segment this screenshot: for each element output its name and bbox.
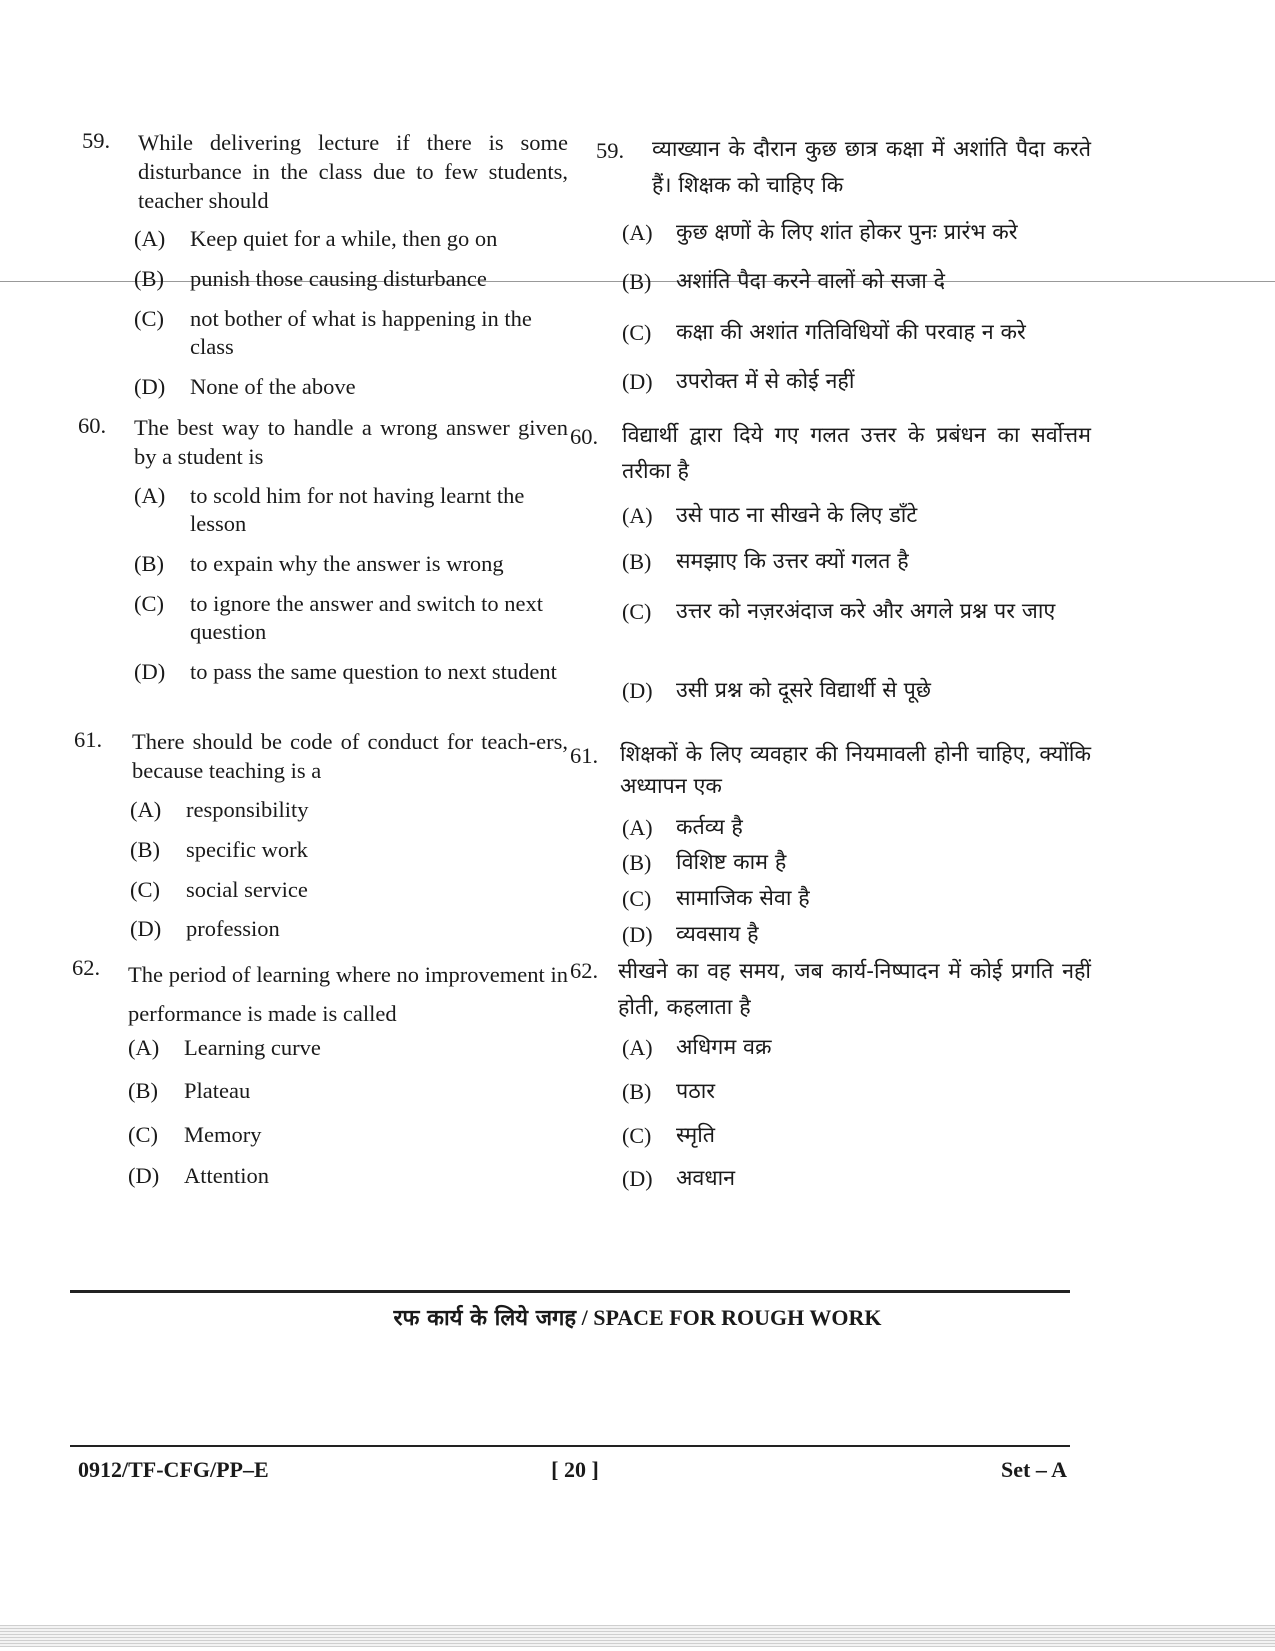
option-letter: (D) bbox=[622, 369, 653, 394]
option-text: कक्षा की अशांत गतिविधियों की परवाह न करे bbox=[676, 320, 1026, 345]
option-text: to ignore the answer and switch to next question bbox=[190, 591, 544, 644]
option-text: समझाए कि उत्तर क्यों गलत है bbox=[676, 549, 909, 574]
option-text: not bother of what is happening in the class bbox=[190, 306, 532, 359]
option-text: अशांति पैदा करने वालों को सजा दे bbox=[676, 269, 946, 294]
option-text: social service bbox=[186, 877, 308, 902]
option-letter: (C) bbox=[622, 320, 652, 345]
option-letter: (C) bbox=[622, 599, 652, 624]
option-text: Memory bbox=[184, 1122, 262, 1147]
option-letter: (A) bbox=[622, 220, 653, 245]
question-text: The period of learning where no improvement in performance is made is called bbox=[128, 962, 568, 1026]
option-text: Attention bbox=[184, 1163, 269, 1188]
footer-rule bbox=[70, 1445, 1070, 1447]
option-letter: (C) bbox=[130, 877, 160, 902]
footer-set: Set – A bbox=[1001, 1457, 1067, 1482]
option-text: profession bbox=[186, 916, 280, 941]
option-letter: (B) bbox=[622, 549, 652, 574]
question-text: While delivering lecture if there is some disturbance in the class due to few students, teacher should bbox=[138, 130, 568, 213]
question-number: 61. bbox=[570, 743, 599, 768]
question-text: विद्यार्थी द्वारा दिये गए गलत उत्तर के प्रबंधन का सर्वोत्तम तरीका है bbox=[622, 423, 1091, 484]
option-text: कुछ क्षणों के लिए शांत होकर पुनः प्रारंभ करे bbox=[676, 220, 1018, 245]
option-text: सामाजिक सेवा है bbox=[676, 886, 810, 911]
option-text: Learning curve bbox=[184, 1035, 321, 1060]
footer-page-number: [ 20 ] bbox=[551, 1457, 599, 1482]
question-text: The best way to handle a wrong answer given by a student is bbox=[134, 415, 568, 469]
option-text: to expain why the answer is wrong bbox=[190, 551, 504, 576]
option-text: None of the above bbox=[190, 374, 356, 399]
question-number: 60. bbox=[570, 424, 599, 449]
option-text: responsibility bbox=[186, 797, 309, 822]
question-text: सीखने का वह समय, जब कार्य-निष्पादन में कोई प्रगति नहीं होती, कहलाता है bbox=[618, 959, 1091, 1020]
option-text: उत्तर को नज़रअंदाज करे और अगले प्रश्न पर जाए bbox=[676, 599, 1056, 624]
option-text: पठार bbox=[676, 1079, 716, 1104]
question-text: There should be code of conduct for teach-ers, because teaching is a bbox=[132, 729, 568, 783]
option-letter: (C) bbox=[622, 886, 652, 911]
question-text: व्याख्यान के दौरान कुछ छात्र कक्षा में अशांति पैदा करते हैं। शिक्षक को चाहिए कि bbox=[652, 137, 1091, 198]
option-text: अवधान bbox=[676, 1166, 736, 1191]
option-text: Keep quiet for a while, then go on bbox=[190, 226, 498, 251]
rough-work-separator: / bbox=[576, 1305, 594, 1330]
option-text: उसे पाठ ना सीखने के लिए डाँटे bbox=[676, 503, 918, 528]
rough-work-hindi: रफ कार्य के लिये जगह bbox=[393, 1306, 577, 1331]
option-letter: (A) bbox=[134, 483, 166, 508]
option-text: उपरोक्त में से कोई नहीं bbox=[676, 369, 855, 394]
option-letter: (A) bbox=[622, 503, 653, 528]
option-letter: (B) bbox=[622, 1079, 652, 1104]
question-number: 60. bbox=[78, 413, 107, 438]
option-letter: (B) bbox=[130, 837, 160, 862]
option-text: अधिगम वक्र bbox=[676, 1035, 772, 1060]
divider-rule bbox=[70, 1290, 1070, 1293]
option-letter: (D) bbox=[130, 916, 162, 941]
option-letter: (D) bbox=[134, 374, 166, 399]
option-text: punish those causing disturbance bbox=[190, 266, 487, 291]
option-letter: (A) bbox=[128, 1035, 160, 1060]
option-letter: (A) bbox=[622, 1035, 653, 1060]
option-letter: (D) bbox=[128, 1163, 160, 1188]
option-text: to pass the same question to next student bbox=[190, 659, 557, 684]
option-letter: (D) bbox=[622, 678, 653, 703]
option-text: to scold him for not having learnt the lesson bbox=[190, 483, 525, 536]
option-letter: (C) bbox=[134, 591, 164, 616]
option-letter: (C) bbox=[134, 306, 164, 331]
rough-work-heading bbox=[0, 1302, 1275, 1332]
option-letter: (A) bbox=[130, 797, 162, 822]
option-letter: (B) bbox=[128, 1078, 158, 1103]
option-text: उसी प्रश्न को दूसरे विद्यार्थी से पूछे bbox=[676, 678, 931, 703]
option-letter: (C) bbox=[128, 1122, 158, 1147]
question-number: 59. bbox=[596, 138, 625, 163]
rough-work-english: SPACE FOR ROUGH WORK bbox=[593, 1305, 882, 1330]
question-number: 59. bbox=[82, 128, 111, 153]
option-letter: (C) bbox=[622, 1123, 652, 1148]
option-text: विशिष्ट काम है bbox=[676, 850, 787, 875]
option-letter: (B) bbox=[134, 551, 164, 576]
option-text: स्मृति bbox=[676, 1123, 716, 1148]
option-letter: (B) bbox=[622, 850, 652, 875]
option-text: कर्तव्य है bbox=[676, 815, 743, 840]
option-letter: (A) bbox=[134, 226, 166, 251]
option-letter: (D) bbox=[622, 1166, 653, 1191]
option-letter: (D) bbox=[134, 659, 166, 684]
option-letter: (A) bbox=[622, 815, 653, 840]
option-letter: (B) bbox=[622, 269, 652, 294]
option-letter: (B) bbox=[134, 266, 164, 291]
option-text: specific work bbox=[186, 837, 308, 862]
question-number: 61. bbox=[74, 727, 103, 752]
question-number: 62. bbox=[570, 958, 599, 983]
scan-artifact-band bbox=[0, 1625, 1275, 1647]
footer-code: 0912/TF-CFG/PP–E bbox=[78, 1457, 269, 1482]
option-text: Plateau bbox=[184, 1078, 251, 1103]
question-text: शिक्षकों के लिए व्यवहार की नियमावली होनी चाहिए, क्योंकि अध्यापन एक bbox=[620, 742, 1091, 799]
option-text: व्यवसाय है bbox=[676, 922, 759, 947]
option-letter: (D) bbox=[622, 922, 653, 947]
question-number: 62. bbox=[72, 955, 101, 980]
